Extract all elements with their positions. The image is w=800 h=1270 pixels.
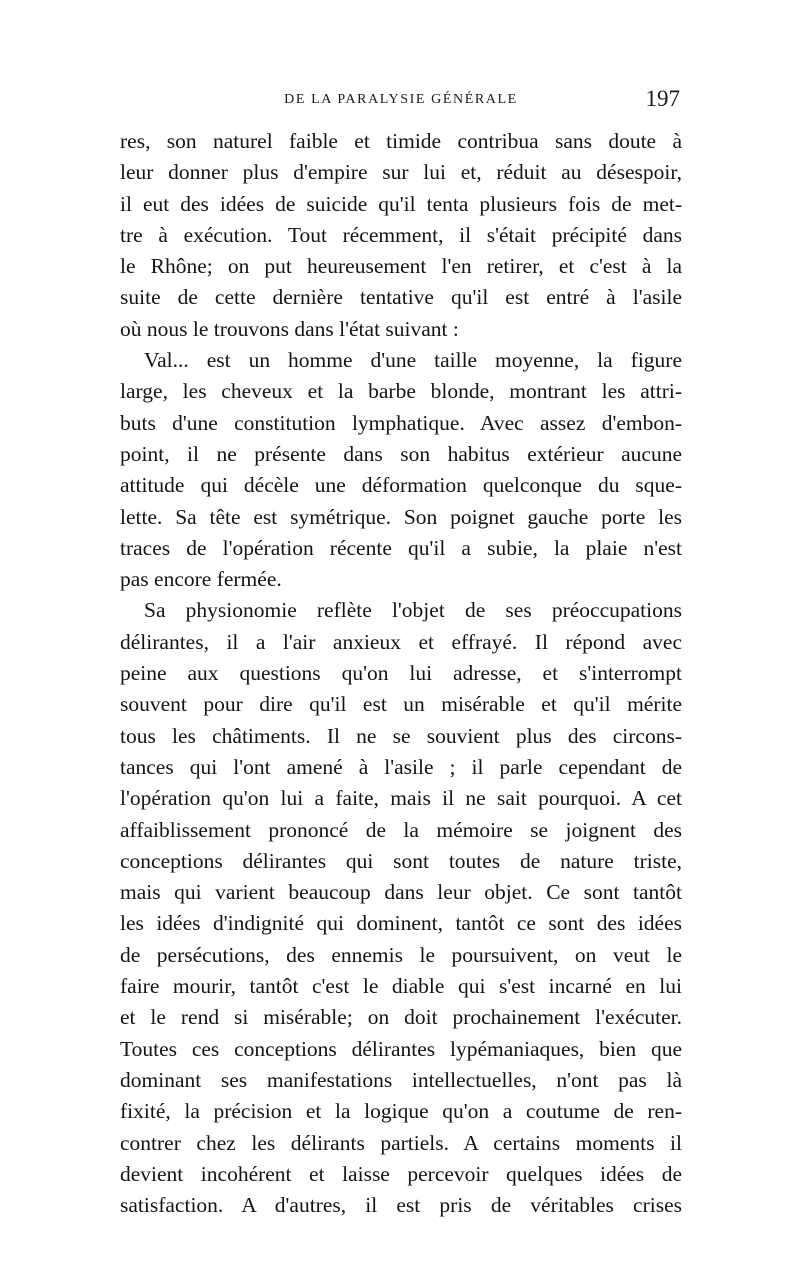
text-line: point, il ne présente dans son habitus extérieur aucune <box>120 441 682 466</box>
text-line: satisfaction. A d'autres, il est pris de véritables crises <box>120 1193 682 1218</box>
text-line: suite de cette dernière tentative qu'il est entré à l'asile <box>120 285 682 310</box>
text-line: contrer chez les délirants partiels. A certains moments il <box>120 1130 682 1155</box>
running-head <box>120 86 682 116</box>
body-text <box>120 126 682 1221</box>
text-line: fixité, la précision et la logique qu'on a coutume de ren- <box>120 1099 682 1124</box>
text-line: faire mourir, tantôt c'est le diable qui s'est incarné en lui <box>120 974 682 999</box>
text-line: il eut des idées de suicide qu'il tenta plusieurs fois de met- <box>120 191 682 216</box>
text-line: tre à exécution. Tout récemment, il s'était précipité dans <box>120 222 682 247</box>
text-line: pas encore fermée. <box>120 567 282 592</box>
text-line: de persécutions, des ennemis le poursuivent, on veut le <box>120 942 682 967</box>
text-line: devient incohérent et laisse percevoir quelques idées de <box>120 1161 682 1186</box>
paragraph-first-line: Val... est un homme d'une taille moyenne, la figure <box>144 348 682 373</box>
text-line: le Rhône; on put heureusement l'en retirer, et c'est à la <box>120 254 682 279</box>
text-line: souvent pour dire qu'il est un misérable et qu'il mérite <box>120 692 682 717</box>
text-line: attitude qui décèle une déformation quelconque du sque- <box>120 473 682 498</box>
text-line: délirantes, il a l'air anxieux et effrayé. Il répond avec <box>120 629 682 654</box>
text-line: tances qui l'ont amené à l'asile ; il parle cependant de <box>120 754 682 779</box>
paragraph-first-line: Sa physionomie reflète l'objet de ses préoccupations <box>144 598 682 623</box>
text-line: où nous le trouvons dans l'état suivant : <box>120 316 459 341</box>
text-line: mais qui varient beaucoup dans leur objet. Ce sont tantôt <box>120 880 682 905</box>
text-line: dominant ses manifestations intellectuelles, n'ont pas là <box>120 1067 682 1092</box>
text-line: affaiblissement prononcé de la mémoire se joignent des <box>120 817 682 842</box>
text-line: large, les cheveux et la barbe blonde, montrant les attri- <box>120 379 682 404</box>
text-line: buts d'une constitution lymphatique. Avec assez d'embon- <box>120 410 682 435</box>
text-line: l'opération qu'on lui a faite, mais il ne sait pourquoi. A cet <box>120 786 682 811</box>
text-line: peine aux questions qu'on lui adresse, et s'interrompt <box>120 661 682 686</box>
text-line: tous les châtiments. Il ne se souvient plus des circons- <box>120 723 682 748</box>
text-line: traces de l'opération récente qu'il a subie, la plaie n'est <box>120 535 682 560</box>
text-line: leur donner plus d'empire sur lui et, réduit au désespoir, <box>120 160 682 185</box>
text-line: lette. Sa tête est symétrique. Son poignet gauche porte les <box>120 504 682 529</box>
text-line: et le rend si misérable; on doit prochainement l'exécuter. <box>120 1005 682 1030</box>
text-line: conceptions délirantes qui sont toutes de nature triste, <box>120 848 682 873</box>
text-line: les idées d'indignité qui dominent, tantôt ce sont des idées <box>120 911 682 936</box>
running-title: DE LA PARALYSIE GÉNÉRALE <box>284 92 518 107</box>
page-number: 197 <box>645 86 680 111</box>
text-line: res, son naturel faible et timide contribua sans doute à <box>120 129 682 153</box>
text-line: Toutes ces conceptions délirantes lypémaniaques, bien que <box>120 1036 682 1061</box>
